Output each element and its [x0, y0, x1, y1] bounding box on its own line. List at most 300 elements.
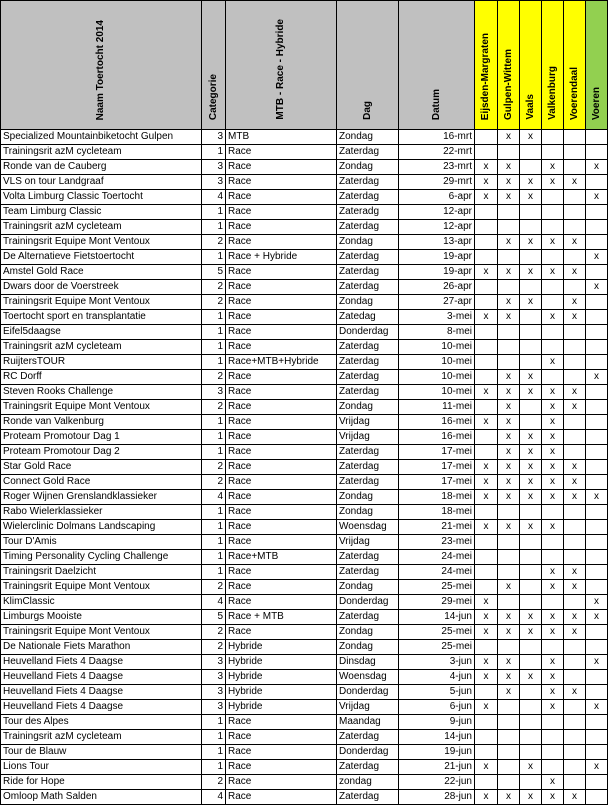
cell-mark[interactable]: x	[564, 580, 586, 595]
cell-name[interactable]: Specialized Mountainbiketocht Gulpen	[1, 130, 202, 145]
cell-date[interactable]: 6-jun	[399, 700, 475, 715]
cell-day[interactable]: Zaterdag	[337, 385, 399, 400]
cell-mark[interactable]: x	[498, 175, 520, 190]
cell-category[interactable]: 1	[202, 505, 226, 520]
cell-date[interactable]: 11-mei	[399, 400, 475, 415]
cell-type[interactable]: Race	[226, 715, 337, 730]
cell-day[interactable]: Woensdag	[337, 670, 399, 685]
cell-mark[interactable]	[564, 415, 586, 430]
cell-mark[interactable]	[475, 355, 498, 370]
cell-mark[interactable]: x	[542, 670, 564, 685]
cell-mark[interactable]: x	[564, 175, 586, 190]
cell-name[interactable]: RC Dorff	[1, 370, 202, 385]
cell-day[interactable]: Zaterdag	[337, 445, 399, 460]
cell-date[interactable]: 25-mei	[399, 625, 475, 640]
cell-mark[interactable]	[542, 130, 564, 145]
cell-day[interactable]: Zaterdag	[337, 790, 399, 805]
cell-category[interactable]: 1	[202, 745, 226, 760]
cell-category[interactable]: 1	[202, 760, 226, 775]
cell-mark[interactable]	[586, 235, 608, 250]
cell-mark[interactable]	[475, 685, 498, 700]
cell-name[interactable]: Trainingsrit Equipe Mont Ventoux	[1, 235, 202, 250]
cell-day[interactable]: Zaterdag	[337, 760, 399, 775]
cell-mark[interactable]: x	[586, 595, 608, 610]
cell-type[interactable]: Race	[226, 595, 337, 610]
cell-mark[interactable]: x	[564, 790, 586, 805]
header-place-voeren[interactable]: Voeren	[586, 1, 608, 130]
cell-mark[interactable]	[542, 205, 564, 220]
cell-mark[interactable]	[586, 445, 608, 460]
cell-category[interactable]: 4	[202, 190, 226, 205]
cell-category[interactable]: 1	[202, 220, 226, 235]
cell-category[interactable]: 5	[202, 265, 226, 280]
cell-category[interactable]: 2	[202, 775, 226, 790]
cell-day[interactable]: Zatedag	[337, 310, 399, 325]
cell-mark[interactable]	[520, 775, 542, 790]
cell-mark[interactable]: x	[520, 235, 542, 250]
cell-day[interactable]: Zaterdag	[337, 220, 399, 235]
cell-type[interactable]: Hybride	[226, 655, 337, 670]
cell-mark[interactable]	[520, 400, 542, 415]
cell-name[interactable]: Steven Rooks Challenge	[1, 385, 202, 400]
cell-mark[interactable]	[475, 145, 498, 160]
cell-mark[interactable]	[564, 505, 586, 520]
cell-mark[interactable]: x	[475, 265, 498, 280]
cell-mark[interactable]: x	[498, 400, 520, 415]
cell-mark[interactable]: x	[498, 190, 520, 205]
cell-mark[interactable]	[564, 445, 586, 460]
cell-date[interactable]: 16-mrt	[399, 130, 475, 145]
cell-type[interactable]: Hybride	[226, 670, 337, 685]
cell-mark[interactable]	[475, 565, 498, 580]
cell-name[interactable]: De Alternatieve Fietstoertocht	[1, 250, 202, 265]
cell-category[interactable]: 3	[202, 160, 226, 175]
cell-type[interactable]: Hybride	[226, 685, 337, 700]
cell-mark[interactable]	[586, 670, 608, 685]
cell-mark[interactable]: x	[542, 265, 564, 280]
cell-mark[interactable]	[475, 640, 498, 655]
cell-mark[interactable]	[586, 685, 608, 700]
cell-mark[interactable]	[564, 250, 586, 265]
cell-mark[interactable]	[586, 130, 608, 145]
cell-mark[interactable]	[586, 175, 608, 190]
cell-mark[interactable]: x	[564, 610, 586, 625]
cell-mark[interactable]: x	[542, 685, 564, 700]
cell-mark[interactable]: x	[498, 460, 520, 475]
cell-date[interactable]: 8-mei	[399, 325, 475, 340]
cell-mark[interactable]: x	[520, 460, 542, 475]
cell-mark[interactable]	[586, 775, 608, 790]
cell-mark[interactable]	[586, 565, 608, 580]
cell-mark[interactable]	[586, 505, 608, 520]
cell-date[interactable]: 3-mei	[399, 310, 475, 325]
cell-date[interactable]: 18-mei	[399, 505, 475, 520]
cell-category[interactable]: 3	[202, 130, 226, 145]
cell-mark[interactable]	[564, 190, 586, 205]
cell-mark[interactable]	[520, 280, 542, 295]
cell-mark[interactable]	[564, 520, 586, 535]
cell-name[interactable]: Volta Limburg Classic Toertocht	[1, 190, 202, 205]
cell-mark[interactable]	[498, 775, 520, 790]
cell-name[interactable]: Proteam Promotour Dag 1	[1, 430, 202, 445]
cell-category[interactable]: 1	[202, 340, 226, 355]
cell-mark[interactable]: x	[542, 355, 564, 370]
cell-mark[interactable]	[498, 700, 520, 715]
cell-mark[interactable]	[475, 535, 498, 550]
cell-mark[interactable]	[498, 220, 520, 235]
cell-date[interactable]: 10-mei	[399, 340, 475, 355]
cell-type[interactable]: Hybride	[226, 640, 337, 655]
cell-mark[interactable]	[542, 340, 564, 355]
cell-mark[interactable]	[586, 550, 608, 565]
cell-mark[interactable]: x	[564, 475, 586, 490]
cell-mark[interactable]	[520, 220, 542, 235]
cell-name[interactable]: Rabo Wielerklassieker	[1, 505, 202, 520]
cell-type[interactable]: Hybride	[226, 700, 337, 715]
cell-mark[interactable]: x	[498, 475, 520, 490]
cell-mark[interactable]	[564, 760, 586, 775]
cell-mark[interactable]: x	[586, 280, 608, 295]
cell-mark[interactable]: x	[520, 430, 542, 445]
cell-category[interactable]: 2	[202, 400, 226, 415]
cell-name[interactable]: Wielerclinic Dolmans Landscaping	[1, 520, 202, 535]
cell-date[interactable]: 22-jun	[399, 775, 475, 790]
cell-mark[interactable]: x	[475, 460, 498, 475]
cell-name[interactable]: Tour des Alpes	[1, 715, 202, 730]
cell-mark[interactable]	[542, 370, 564, 385]
header-place-valkenburg[interactable]: Valkenburg	[542, 1, 564, 130]
cell-category[interactable]: 1	[202, 565, 226, 580]
cell-mark[interactable]: x	[475, 520, 498, 535]
cell-mark[interactable]	[564, 715, 586, 730]
cell-mark[interactable]: x	[586, 250, 608, 265]
cell-mark[interactable]: x	[475, 475, 498, 490]
cell-mark[interactable]: x	[564, 565, 586, 580]
cell-date[interactable]: 16-mei	[399, 415, 475, 430]
cell-day[interactable]: Zondag	[337, 490, 399, 505]
cell-mark[interactable]	[542, 550, 564, 565]
cell-mark[interactable]: x	[498, 385, 520, 400]
cell-mark[interactable]: x	[475, 490, 498, 505]
cell-date[interactable]: 17-mei	[399, 475, 475, 490]
cell-mark[interactable]	[586, 745, 608, 760]
cell-category[interactable]: 4	[202, 490, 226, 505]
cell-mark[interactable]	[475, 325, 498, 340]
cell-mark[interactable]	[542, 730, 564, 745]
cell-mark[interactable]	[520, 535, 542, 550]
cell-category[interactable]: 2	[202, 625, 226, 640]
cell-mark[interactable]	[586, 355, 608, 370]
cell-name[interactable]: KlimClassic	[1, 595, 202, 610]
cell-name[interactable]: Ronde van Valkenburg	[1, 415, 202, 430]
cell-mark[interactable]	[542, 295, 564, 310]
cell-day[interactable]: Zondag	[337, 580, 399, 595]
cell-date[interactable]: 19-apr	[399, 265, 475, 280]
cell-mark[interactable]	[520, 580, 542, 595]
cell-date[interactable]: 14-jun	[399, 730, 475, 745]
cell-day[interactable]: Zondag	[337, 295, 399, 310]
cell-mark[interactable]	[564, 325, 586, 340]
cell-type[interactable]: Race	[226, 775, 337, 790]
cell-name[interactable]: Team Limburg Classic	[1, 205, 202, 220]
cell-mark[interactable]: x	[475, 310, 498, 325]
cell-day[interactable]: Vrijdag	[337, 415, 399, 430]
cell-type[interactable]: Race	[226, 160, 337, 175]
cell-name[interactable]: Proteam Promotour Dag 2	[1, 445, 202, 460]
cell-name[interactable]: Trainingsrit Daelzicht	[1, 565, 202, 580]
cell-date[interactable]: 10-mei	[399, 370, 475, 385]
cell-mark[interactable]: x	[542, 445, 564, 460]
cell-mark[interactable]: x	[475, 385, 498, 400]
cell-name[interactable]: Toertocht sport en transplantatie	[1, 310, 202, 325]
cell-day[interactable]: Zaterdag	[337, 565, 399, 580]
cell-mark[interactable]: x	[542, 655, 564, 670]
cell-date[interactable]: 27-apr	[399, 295, 475, 310]
cell-mark[interactable]: x	[564, 310, 586, 325]
cell-category[interactable]: 2	[202, 280, 226, 295]
cell-mark[interactable]	[564, 670, 586, 685]
cell-mark[interactable]	[520, 685, 542, 700]
cell-type[interactable]: Race+MTB	[226, 550, 337, 565]
cell-mark[interactable]	[586, 340, 608, 355]
cell-mark[interactable]	[520, 505, 542, 520]
header-place-eijsden-margraten[interactable]: Eijsden-Margraten	[475, 1, 498, 130]
cell-date[interactable]: 24-mei	[399, 550, 475, 565]
cell-mark[interactable]	[586, 640, 608, 655]
cell-category[interactable]: 1	[202, 550, 226, 565]
cell-day[interactable]: Zaterdag	[337, 265, 399, 280]
cell-day[interactable]: Dinsdag	[337, 655, 399, 670]
cell-mark[interactable]	[564, 550, 586, 565]
cell-day[interactable]: Zaterdag	[337, 460, 399, 475]
cell-name[interactable]: Heuvelland Fiets 4 Daagse	[1, 700, 202, 715]
cell-mark[interactable]	[520, 595, 542, 610]
cell-mark[interactable]	[498, 250, 520, 265]
cell-mark[interactable]	[542, 325, 564, 340]
cell-day[interactable]: Zaterdag	[337, 340, 399, 355]
cell-category[interactable]: 2	[202, 370, 226, 385]
cell-category[interactable]: 1	[202, 730, 226, 745]
cell-mark[interactable]: x	[475, 175, 498, 190]
cell-type[interactable]: Race	[226, 445, 337, 460]
cell-type[interactable]: Race+MTB+Hybride	[226, 355, 337, 370]
cell-category[interactable]: 2	[202, 475, 226, 490]
cell-mark[interactable]	[542, 595, 564, 610]
cell-type[interactable]: Race	[226, 175, 337, 190]
cell-mark[interactable]	[542, 190, 564, 205]
cell-type[interactable]: Race	[226, 580, 337, 595]
cell-name[interactable]: Trainingsrit azM cycleteam	[1, 340, 202, 355]
cell-mark[interactable]	[520, 655, 542, 670]
cell-mark[interactable]	[564, 205, 586, 220]
cell-type[interactable]: Race	[226, 235, 337, 250]
cell-day[interactable]: Zaterdag	[337, 730, 399, 745]
cell-day[interactable]: Woensdag	[337, 520, 399, 535]
cell-mark[interactable]	[475, 505, 498, 520]
header-day[interactable]: Dag	[337, 1, 399, 130]
cell-mark[interactable]	[475, 400, 498, 415]
cell-mark[interactable]: x	[498, 265, 520, 280]
cell-day[interactable]: Donderdag	[337, 595, 399, 610]
cell-category[interactable]: 1	[202, 325, 226, 340]
cell-day[interactable]: Donderdag	[337, 325, 399, 340]
cell-date[interactable]: 4-jun	[399, 670, 475, 685]
cell-date[interactable]: 25-mei	[399, 580, 475, 595]
cell-mark[interactable]: x	[520, 130, 542, 145]
cell-mark[interactable]	[498, 355, 520, 370]
cell-mark[interactable]: x	[586, 490, 608, 505]
cell-mark[interactable]	[520, 325, 542, 340]
cell-day[interactable]: Zaterdag	[337, 280, 399, 295]
cell-date[interactable]: 17-mei	[399, 445, 475, 460]
cell-date[interactable]: 6-apr	[399, 190, 475, 205]
cell-mark[interactable]	[475, 370, 498, 385]
cell-mark[interactable]: x	[520, 370, 542, 385]
cell-type[interactable]: Race	[226, 385, 337, 400]
cell-category[interactable]: 1	[202, 535, 226, 550]
cell-mark[interactable]	[586, 220, 608, 235]
cell-mark[interactable]: x	[475, 610, 498, 625]
cell-mark[interactable]: x	[475, 595, 498, 610]
cell-mark[interactable]	[520, 730, 542, 745]
cell-date[interactable]: 24-mei	[399, 565, 475, 580]
cell-type[interactable]: Race	[226, 400, 337, 415]
cell-mark[interactable]: x	[542, 700, 564, 715]
cell-name[interactable]: Trainingsrit Equipe Mont Ventoux	[1, 295, 202, 310]
cell-category[interactable]: 3	[202, 685, 226, 700]
cell-day[interactable]: Zaterdag	[337, 190, 399, 205]
cell-day[interactable]: Zondag	[337, 130, 399, 145]
cell-day[interactable]: Donderdag	[337, 745, 399, 760]
cell-type[interactable]: Race	[226, 220, 337, 235]
header-category[interactable]: Categorie	[202, 1, 226, 130]
cell-mark[interactable]: x	[475, 790, 498, 805]
cell-mark[interactable]	[564, 700, 586, 715]
cell-mark[interactable]	[520, 145, 542, 160]
cell-date[interactable]: 16-mei	[399, 430, 475, 445]
cell-name[interactable]: Amstel Gold Race	[1, 265, 202, 280]
cell-mark[interactable]	[586, 295, 608, 310]
cell-mark[interactable]: x	[498, 685, 520, 700]
cell-mark[interactable]	[520, 700, 542, 715]
cell-mark[interactable]	[498, 280, 520, 295]
cell-mark[interactable]	[498, 565, 520, 580]
cell-mark[interactable]	[564, 340, 586, 355]
cell-name[interactable]: Ronde van de Cauberg	[1, 160, 202, 175]
cell-mark[interactable]: x	[586, 160, 608, 175]
cell-category[interactable]: 3	[202, 700, 226, 715]
cell-date[interactable]: 3-jun	[399, 655, 475, 670]
cell-mark[interactable]	[520, 205, 542, 220]
cell-date[interactable]: 13-apr	[399, 235, 475, 250]
cell-mark[interactable]	[475, 550, 498, 565]
cell-mark[interactable]	[520, 250, 542, 265]
cell-date[interactable]: 23-mrt	[399, 160, 475, 175]
cell-mark[interactable]: x	[520, 760, 542, 775]
header-place-vaals[interactable]: Vaals	[520, 1, 542, 130]
cell-type[interactable]: Race	[226, 340, 337, 355]
cell-mark[interactable]	[542, 220, 564, 235]
cell-mark[interactable]	[586, 325, 608, 340]
cell-mark[interactable]	[498, 205, 520, 220]
cell-day[interactable]: Zaterdag	[337, 610, 399, 625]
cell-category[interactable]: 2	[202, 235, 226, 250]
cell-day[interactable]: Donderdag	[337, 685, 399, 700]
cell-mark[interactable]	[520, 640, 542, 655]
header-place-voerendaal[interactable]: Voerendaal	[564, 1, 586, 130]
cell-name[interactable]: Heuvelland Fiets 4 Daagse	[1, 670, 202, 685]
cell-mark[interactable]: x	[520, 475, 542, 490]
cell-mark[interactable]	[564, 355, 586, 370]
cell-mark[interactable]: x	[542, 385, 564, 400]
cell-mark[interactable]: x	[542, 415, 564, 430]
cell-mark[interactable]	[542, 145, 564, 160]
cell-mark[interactable]: x	[498, 520, 520, 535]
cell-mark[interactable]	[564, 370, 586, 385]
cell-type[interactable]: Race	[226, 625, 337, 640]
cell-mark[interactable]: x	[475, 415, 498, 430]
cell-day[interactable]: Zateradg	[337, 205, 399, 220]
cell-category[interactable]: 1	[202, 310, 226, 325]
cell-category[interactable]: 1	[202, 715, 226, 730]
cell-type[interactable]: Race	[226, 145, 337, 160]
cell-category[interactable]: 3	[202, 385, 226, 400]
cell-mark[interactable]	[520, 160, 542, 175]
cell-type[interactable]: Race	[226, 295, 337, 310]
cell-mark[interactable]: x	[498, 295, 520, 310]
cell-mark[interactable]: x	[475, 625, 498, 640]
cell-mark[interactable]	[564, 595, 586, 610]
cell-mark[interactable]	[498, 535, 520, 550]
cell-day[interactable]: Zaterdag	[337, 475, 399, 490]
cell-day[interactable]: Zondag	[337, 160, 399, 175]
cell-mark[interactable]	[542, 250, 564, 265]
cell-mark[interactable]: x	[498, 445, 520, 460]
cell-type[interactable]: Race	[226, 280, 337, 295]
cell-category[interactable]: 4	[202, 790, 226, 805]
header-type[interactable]: MTB - Race - Hybride	[226, 1, 337, 130]
cell-mark[interactable]	[542, 280, 564, 295]
cell-mark[interactable]	[475, 745, 498, 760]
cell-type[interactable]: Race + MTB	[226, 610, 337, 625]
cell-mark[interactable]: x	[498, 490, 520, 505]
cell-mark[interactable]	[475, 235, 498, 250]
cell-mark[interactable]: x	[542, 400, 564, 415]
cell-type[interactable]: Race	[226, 460, 337, 475]
cell-type[interactable]: Race	[226, 535, 337, 550]
cell-mark[interactable]	[498, 505, 520, 520]
cell-mark[interactable]	[475, 715, 498, 730]
cell-category[interactable]: 2	[202, 580, 226, 595]
cell-mark[interactable]: x	[498, 430, 520, 445]
cell-name[interactable]: Star Gold Race	[1, 460, 202, 475]
cell-mark[interactable]: x	[475, 670, 498, 685]
cell-day[interactable]: Zaterdag	[337, 370, 399, 385]
cell-mark[interactable]	[498, 550, 520, 565]
cell-name[interactable]: Connect Gold Race	[1, 475, 202, 490]
cell-mark[interactable]: x	[542, 235, 564, 250]
cell-mark[interactable]	[475, 580, 498, 595]
cell-name[interactable]: Roger Wijnen Grenslandklassieker	[1, 490, 202, 505]
cell-date[interactable]: 10-mei	[399, 355, 475, 370]
cell-date[interactable]: 12-apr	[399, 220, 475, 235]
cell-mark[interactable]: x	[520, 610, 542, 625]
cell-mark[interactable]: x	[564, 460, 586, 475]
cell-mark[interactable]	[475, 430, 498, 445]
cell-mark[interactable]	[586, 715, 608, 730]
cell-mark[interactable]	[498, 730, 520, 745]
cell-mark[interactable]: x	[542, 475, 564, 490]
